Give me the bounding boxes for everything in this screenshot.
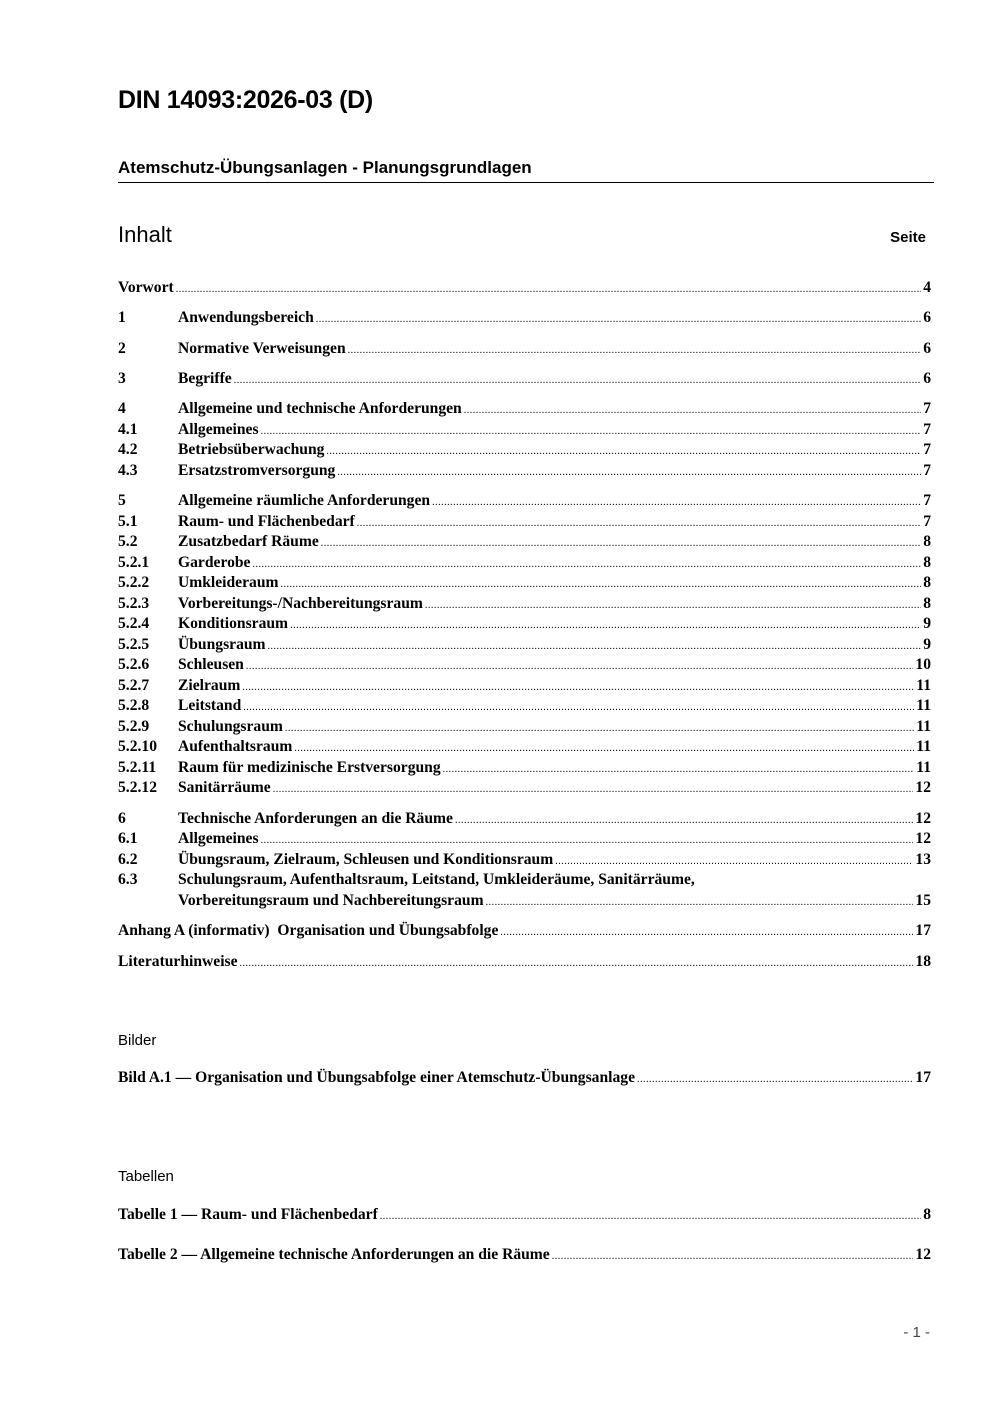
dot-leader <box>337 467 921 478</box>
page-number: - 1 - <box>903 1324 930 1341</box>
toc-entry-title: Konditionsraum <box>178 615 289 632</box>
toc-entry-page: 4 <box>923 279 931 296</box>
dot-leader <box>294 743 914 754</box>
toc-entry-6-3-first-line[interactable] <box>118 871 931 893</box>
toc-entry-title: Literaturhinweise <box>118 953 238 970</box>
toc-entry[interactable] <box>118 554 931 576</box>
toc-entry[interactable] <box>118 533 931 555</box>
toc-entry[interactable] <box>118 779 931 801</box>
toc-entry-title: Schleusen <box>178 656 244 673</box>
dot-leader <box>348 345 922 356</box>
toc-entry-page: 6 <box>923 309 931 326</box>
table-entry-title: Tabelle 1 — Raum- und Flächenbedarf <box>118 1206 378 1223</box>
toc-entry-page: 8 <box>923 574 931 591</box>
toc-entry[interactable] <box>118 851 931 873</box>
toc-entry-title: Umkleideraum <box>178 574 279 591</box>
title-rule <box>118 182 934 183</box>
dot-leader <box>176 284 921 295</box>
toc-entry-number: 5.2.10 <box>118 738 157 755</box>
toc-entry[interactable] <box>118 595 931 617</box>
toc-entry-title: Betriebsüberwachung <box>178 441 325 458</box>
dot-leader <box>242 682 914 693</box>
dot-leader <box>268 641 922 652</box>
dot-leader <box>637 1074 913 1085</box>
figure-entry[interactable] <box>118 1069 931 1091</box>
toc-entry-annex-a[interactable] <box>118 922 931 944</box>
toc-entry-page: 6 <box>923 340 931 357</box>
toc-entry-page: 8 <box>923 595 931 612</box>
toc-entry-number: 6.1 <box>118 830 138 847</box>
toc-entry-title: Anhang A (informativ) Organisation und Übungsabfolge <box>118 922 499 939</box>
toc-entry-page: 18 <box>915 953 931 970</box>
figure-entry-page: 17 <box>915 1069 931 1086</box>
toc-entry-number: 5.2.2 <box>118 574 150 591</box>
dot-leader <box>464 405 921 416</box>
toc-entry[interactable] <box>118 309 931 331</box>
toc-entry-number: 5.2 <box>118 533 138 550</box>
toc-entry[interactable] <box>118 697 931 719</box>
toc-entry-number: 5.2.3 <box>118 595 150 612</box>
dot-leader <box>500 927 913 938</box>
toc-entry-number: 6.3 <box>118 871 138 888</box>
toc-entry-page: 15 <box>915 892 931 909</box>
toc-entry-title-line1: Schulungsraum, Aufenthaltsraum, Leitstand, Umkleideräume, Sanitärräume, <box>178 871 695 888</box>
toc-entry-title: Begriffe <box>178 370 232 387</box>
toc-entry-number: 4.1 <box>118 421 138 438</box>
toc-entry-number: 5.1 <box>118 513 138 530</box>
dot-leader <box>285 723 914 734</box>
toc-entry-title: Garderobe <box>178 554 251 571</box>
toc-entry[interactable] <box>118 340 931 362</box>
toc-entry-page: 8 <box>923 554 931 571</box>
toc-entry[interactable] <box>118 636 931 658</box>
toc-entry-title: Sanitärräume <box>178 779 271 796</box>
toc-entry-number: 5.2.1 <box>118 554 150 571</box>
dot-leader <box>261 426 922 437</box>
toc-entry-title: Vorbereitungsraum und Nachbereitungsraum <box>178 892 484 909</box>
toc-entry[interactable] <box>118 441 931 463</box>
toc-entry-title: Allgemeines <box>178 421 259 438</box>
page-column-label: Seite <box>890 229 926 246</box>
toc-entry[interactable] <box>118 513 931 535</box>
toc-entry-6-3-second-line[interactable] <box>178 892 931 914</box>
toc-entry-page: 6 <box>923 370 931 387</box>
dot-leader <box>425 600 921 611</box>
toc-entry-page: 12 <box>915 810 931 827</box>
toc-entry[interactable] <box>118 759 931 781</box>
toc-entry-page: 11 <box>916 738 931 755</box>
toc-entry-page: 8 <box>923 533 931 550</box>
toc-entry[interactable] <box>118 574 931 596</box>
toc-entry-number: 5.2.4 <box>118 615 150 632</box>
dot-leader <box>380 1211 921 1222</box>
table-entry-title: Tabelle 2 — Allgemeine technische Anforderungen an die Räume <box>118 1246 550 1263</box>
toc-entry-title: Zusatzbedarf Räume <box>178 533 319 550</box>
toc-entry-page: 12 <box>915 830 931 847</box>
toc-entry[interactable] <box>118 830 931 852</box>
toc-entry-title: Allgemeine und technische Anforderungen <box>178 400 462 417</box>
toc-entry-page: 11 <box>916 697 931 714</box>
table-entry-page: 8 <box>923 1206 931 1223</box>
dot-leader <box>243 702 914 713</box>
toc-entry-number: 5.2.5 <box>118 636 150 653</box>
toc-entry-number: 5.2.12 <box>118 779 157 796</box>
dot-leader <box>552 1251 914 1262</box>
toc-entry-page: 17 <box>915 922 931 939</box>
toc-entry-number: 4 <box>118 400 126 417</box>
dot-leader <box>455 815 913 826</box>
toc-entry[interactable] <box>118 400 931 422</box>
toc-entry-title: Übungsraum, Zielraum, Schleusen und Konditionsraum <box>178 851 554 868</box>
toc-entry-title: Schulungsraum <box>178 718 283 735</box>
dot-leader <box>290 620 921 631</box>
toc-entry-title: Vorwort <box>118 279 174 296</box>
toc-entry-page: 11 <box>916 718 931 735</box>
dot-leader <box>261 835 914 846</box>
toc-entry-number: 3 <box>118 370 126 387</box>
figure-entry-title: Bild A.1 — Organisation und Übungsabfolge einer Atemschutz-Übungsanlage <box>118 1069 635 1086</box>
dot-leader <box>234 375 922 386</box>
table-entry[interactable] <box>118 1246 931 1268</box>
toc-entry-title: Übungsraum <box>178 636 266 653</box>
toc-entry-title: Raum- und Flächenbedarf <box>178 513 355 530</box>
toc-entry-page: 7 <box>923 400 931 417</box>
dot-leader <box>486 897 914 908</box>
toc-entry-page: 9 <box>923 615 931 632</box>
toc-entry[interactable] <box>118 677 931 699</box>
toc-entry-title: Leitstand <box>178 697 242 714</box>
toc-entry-page: 10 <box>915 656 931 673</box>
dot-leader <box>252 559 921 570</box>
toc-entry-title: Technische Anforderungen an die Räume <box>178 810 453 827</box>
table-entry-page: 12 <box>915 1246 931 1263</box>
toc-entry-title: Allgemeines <box>178 830 259 847</box>
tables-label: Tabellen <box>118 1168 174 1185</box>
toc-entry-number: 2 <box>118 340 126 357</box>
toc-entry-title: Ersatzstromversorgung <box>178 462 336 479</box>
dot-leader <box>326 446 921 457</box>
toc-entry-bibliography[interactable] <box>118 953 931 975</box>
toc-entry-title: Raum für medizinische Erstversorgung <box>178 759 441 776</box>
dot-leader <box>316 314 921 325</box>
toc-entry-number: 1 <box>118 309 126 326</box>
dot-leader <box>357 518 921 529</box>
toc-entry[interactable] <box>118 810 931 832</box>
toc-entry-number: 5.2.8 <box>118 697 150 714</box>
toc-entry-page: 11 <box>916 759 931 776</box>
figures-label: Bilder <box>118 1032 157 1049</box>
toc-entry-title: Anwendungsbereich <box>178 309 314 326</box>
toc-entry-page: 7 <box>923 513 931 530</box>
toc-entry-page: 7 <box>923 492 931 509</box>
toc-entry-vorwort[interactable] <box>118 279 931 301</box>
table-entry[interactable] <box>118 1206 931 1228</box>
toc-entry-number: 5 <box>118 492 126 509</box>
toc-entry[interactable] <box>118 615 931 637</box>
toc-heading: Inhalt <box>118 222 172 247</box>
document-subtitle: Atemschutz-Übungsanlagen - Planungsgrundlagen <box>118 158 532 177</box>
toc-entry[interactable] <box>118 656 931 678</box>
toc-entry-number: 5.2.6 <box>118 656 150 673</box>
toc-entry[interactable] <box>118 370 931 392</box>
dot-leader <box>280 579 921 590</box>
toc-entry-page: 9 <box>923 636 931 653</box>
toc-entry[interactable] <box>118 492 931 514</box>
toc-entry-page: 13 <box>915 851 931 868</box>
toc-entry-title: Aufenthaltsraum <box>178 738 293 755</box>
dot-leader <box>273 784 914 795</box>
dot-leader <box>321 538 921 549</box>
toc-entry-number: 5.2.9 <box>118 718 150 735</box>
dot-leader <box>555 856 913 867</box>
toc-entry-page: 12 <box>915 779 931 796</box>
toc-entry-number: 4.2 <box>118 441 138 458</box>
toc-entry-number: 6.2 <box>118 851 138 868</box>
toc-entry[interactable] <box>118 718 931 740</box>
toc-entry-page: 7 <box>923 421 931 438</box>
dot-leader <box>240 958 914 969</box>
toc-entry-number: 5.2.7 <box>118 677 150 694</box>
toc-entry-title: Normative Verweisungen <box>178 340 346 357</box>
dot-leader <box>246 661 914 672</box>
toc-entry-number: 5.2.11 <box>118 759 157 776</box>
toc-entry-number: 4.3 <box>118 462 138 479</box>
dot-leader <box>432 497 921 508</box>
toc-entry-page: 7 <box>923 462 931 479</box>
toc-entry[interactable] <box>118 738 931 760</box>
dot-leader <box>443 764 915 775</box>
toc-entry-title: Zielraum <box>178 677 241 694</box>
document-id: DIN 14093:2026-03 (D) <box>118 86 373 114</box>
toc-entry-title: Vorbereitungs-/Nachbereitungsraum <box>178 595 423 612</box>
toc-entry-page: 11 <box>916 677 931 694</box>
toc-entry-number: 6 <box>118 810 126 827</box>
toc-entry[interactable] <box>118 462 931 484</box>
toc-entry-title: Allgemeine räumliche Anforderungen <box>178 492 431 509</box>
toc-entry-page: 7 <box>923 441 931 458</box>
toc-entry[interactable] <box>118 421 931 443</box>
